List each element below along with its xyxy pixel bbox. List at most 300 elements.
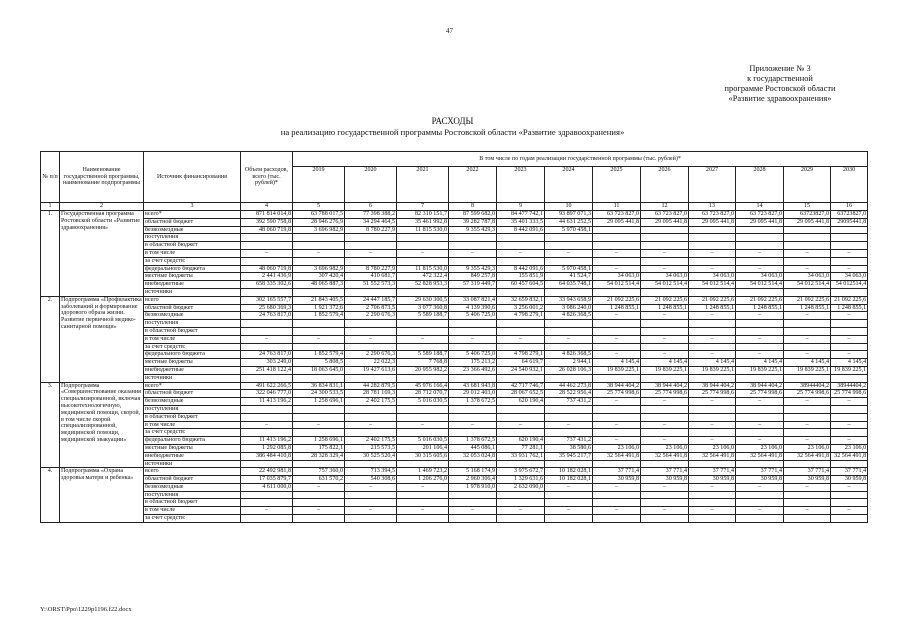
year-value: 34 063,0 [641,273,689,281]
year-value: – [689,421,736,429]
year-value: 4 145,4 [593,359,641,367]
year-value: 32 564 491,8 [641,452,689,460]
year-value: 3 975 672,7 [497,468,545,476]
table-row [41,296,868,304]
year-value: 1 978 910,0 [449,483,497,491]
year-value: 82 310 151,7 [397,211,449,219]
year-value: 30 959,8 [831,476,868,484]
year-value: 19 839 225,1 [593,366,641,374]
section-name: Подпрограмма «Охрана здоровья матери и ребенка» [60,468,144,523]
year-value [397,234,449,242]
year-value: 37 771,4 [593,468,641,476]
column-index: 3 [144,203,241,211]
year-value: – [593,265,641,273]
table-row [41,429,868,437]
year-value: 29 095 441,8 [784,218,831,226]
year-value: – [736,437,784,445]
year-value: 32 564 491,8 [593,452,641,460]
section-number: 3. [41,382,60,468]
table-row [41,468,868,476]
year-value [497,234,545,242]
column-index: 7 [397,203,449,211]
year-value: 38944404,2 [784,382,831,390]
year-value [689,288,736,296]
expenses-table [40,151,868,523]
year-value: 410 681,7 [345,273,397,281]
year-value: – [784,265,831,273]
year-value [736,374,784,382]
year-value [641,257,689,265]
year-value: 175 213,2 [449,359,497,367]
year-value: 5 168 174,9 [449,468,497,476]
year-value: 25 774 998,6 [593,390,641,398]
year-value [641,499,689,507]
table-row [41,437,868,445]
table-row [41,211,868,219]
year-value: 34 063,0 [784,273,831,281]
page-number: 47 [446,27,453,35]
year-value: 63 723 827,0 [736,211,784,219]
year-value [593,226,641,234]
year-value: – [736,351,784,359]
year-value: – [641,421,689,429]
column-index-row [41,203,868,211]
year-value [545,234,593,242]
year-value: – [784,398,831,406]
column-index: 2 [60,203,144,211]
table-row [41,304,868,312]
year-value [397,491,449,499]
header-year: 2025 [593,167,641,203]
year-value [831,320,868,328]
year-value: – [689,249,736,257]
year-value: 44 462 273,8 [545,382,593,390]
table-row [41,320,868,328]
year-value: – [593,351,641,359]
year-value: 23 106,0 [689,444,736,452]
funding-source: федерального бюджета [144,437,241,445]
year-value [293,320,345,328]
year-value [689,515,736,523]
year-value [736,499,784,507]
section-number: 4. [41,468,60,523]
year-value: 9 355 429,3 [449,226,497,234]
year-value: 5 406 725,0 [449,351,497,359]
year-value: – [831,421,868,429]
year-value: – [293,335,345,343]
document-subtitle: на реализацию государственной программы Ростовской области «Развитие здравоохранения» [280,127,625,137]
total-value: 4 611 000,0 [241,483,293,491]
year-value: 36 834 831,1 [293,382,345,390]
table-row [41,491,868,499]
year-value: 30 959,8 [641,476,689,484]
year-value: 24 300 533,5 [293,390,345,398]
year-value: 18 063 645,0 [293,366,345,374]
year-value [593,405,641,413]
year-value: 63 723 827,0 [593,211,641,219]
header-year: 2021 [397,167,449,203]
year-value [689,460,736,468]
year-value [784,405,831,413]
year-value: 21 092 225,6 [784,296,831,304]
column-index: 6 [345,203,397,211]
year-value [736,405,784,413]
year-value: 8 442 091,6 [497,265,545,273]
year-value: – [593,312,641,320]
total-value: – [241,507,293,515]
year-value [784,226,831,234]
table-row [41,413,868,421]
year-value [593,491,641,499]
year-value: – [497,249,545,257]
funding-source: за счет средств: [144,515,241,523]
year-value [831,242,868,250]
year-value: 25 774 998,6 [831,390,868,398]
year-value [689,429,736,437]
column-index: 12 [641,203,689,211]
year-value [784,288,831,296]
year-value [293,429,345,437]
funding-source: источники [144,374,241,382]
year-value [449,460,497,468]
funding-source: в том числе [144,249,241,257]
year-value: 1 258 696,1 [293,398,345,406]
year-value [784,234,831,242]
year-value [641,320,689,328]
funding-source: за счет средств: [144,257,241,265]
year-value [345,374,397,382]
year-value [545,405,593,413]
header-year: 2029 [784,167,831,203]
year-value [293,460,345,468]
year-value [641,405,689,413]
year-value: 63723827,0 [784,211,831,219]
year-value [449,515,497,523]
year-value: 8 442 091,6 [497,226,545,234]
year-value [345,429,397,437]
funding-source: за счет средств: [144,429,241,437]
year-value [345,405,397,413]
table-row [41,273,868,281]
year-value: 4 145,4 [689,359,736,367]
year-value: 2 290 676,3 [345,312,397,320]
year-value: – [641,249,689,257]
year-value [293,413,345,421]
table-row [41,374,868,382]
year-value: – [736,249,784,257]
table-row [41,335,868,343]
funding-source: за счет средств: [144,343,241,351]
year-value: 23 106,0 [831,444,868,452]
section-name: Государственная программа Ростовской области «Развитие здравоохранения» [60,211,144,297]
year-value: 1 378 672,5 [449,437,497,445]
year-value: 11 815 530,0 [397,265,449,273]
year-value [397,327,449,335]
year-value: 25 774 998,6 [736,390,784,398]
year-value: 175 822,1 [293,444,345,452]
header-year: 2024 [545,167,593,203]
year-value [736,413,784,421]
year-value [784,515,831,523]
year-value: 32 659 832,1 [497,296,545,304]
year-value: 23 106,0 [784,444,831,452]
year-value [397,242,449,250]
table-row [41,366,868,374]
funding-source: поступления [144,320,241,328]
year-value: – [497,507,545,515]
table-row [41,249,868,257]
funding-source: безвозмездные [144,398,241,406]
header-years-group: В том числе по годам реализации государственной программы (тыс. рублей)* [293,152,868,167]
year-value: 54 012 514,4 [593,281,641,289]
total-value: 2 441 436,9 [241,273,293,281]
section-name: Подпрограмма «Совершенствование оказания специализированной, включая высокотехнологичную, медицинской помощи, скорой, в том числе скорой специализированной, медицинской помощи, медицинской эвакуации» [60,382,144,468]
year-value [593,343,641,351]
year-value: 38 944 404,2 [593,382,641,390]
year-value: 37 771,4 [784,468,831,476]
year-value: 37 771,4 [689,468,736,476]
year-value [345,320,397,328]
table-row [41,515,868,523]
funding-source: областной бюджет [144,476,241,484]
year-value: – [831,335,868,343]
year-value: 38 944 404,2 [641,382,689,390]
year-value: – [293,249,345,257]
year-value: 42 717 746,7 [497,382,545,390]
year-value: 11 815 530,0 [397,226,449,234]
year-value: 21 092 225,6 [831,296,868,304]
year-value [545,413,593,421]
year-value: – [397,249,449,257]
appendix-line: Приложение № 3 [749,64,811,73]
total-value [241,257,293,265]
year-value [345,257,397,265]
year-value [449,429,497,437]
year-value: 5 406 725,0 [449,312,497,320]
year-value: 26 028 106,3 [545,366,593,374]
year-value: 1 469 723,2 [397,468,449,476]
year-value: 57 319 449,7 [449,281,497,289]
table-row [41,483,868,491]
year-value [689,226,736,234]
total-value: 24 763 817,0 [241,351,293,359]
year-value [689,327,736,335]
year-value [497,491,545,499]
total-value [241,242,293,250]
total-value: 25 680 369,3 [241,304,293,312]
year-value [293,327,345,335]
year-value: 51 552 573,3 [345,281,397,289]
year-value: 19 839 225,1 [689,366,736,374]
column-index: 9 [497,203,545,211]
year-value: 19 839 225,1 [784,366,831,374]
total-value: 1 292 085,8 [241,444,293,452]
total-value: 251 418 122,4 [241,366,293,374]
year-value [784,327,831,335]
year-value: 37 771,4 [831,468,868,476]
year-value [345,491,397,499]
year-value: 35 461 992,8 [397,218,449,226]
year-value [449,343,497,351]
funding-source: всего* [144,382,241,390]
year-value [497,257,545,265]
year-value: 19 839 225,1 [736,366,784,374]
year-value: 1 248 855,1 [831,304,868,312]
year-value: – [397,335,449,343]
year-value: 64 035 748,1 [545,281,593,289]
year-value: 5 016 030,5 [397,437,449,445]
total-value: – [241,335,293,343]
year-value: 20 955 982,2 [397,366,449,374]
total-value [241,491,293,499]
section-name: Подпрограмма «Профилактика заболеваний и формирование здорового образа жизни. Развитие первичной медико-санитарной помощи» [60,296,144,382]
year-value: 7 768,8 [397,359,449,367]
year-value: – [689,483,736,491]
year-value [545,460,593,468]
year-value [641,374,689,382]
year-value: 77 281,1 [497,444,545,452]
year-value: 737 431,2 [545,437,593,445]
year-value: 34 063,0 [689,273,736,281]
year-value [689,234,736,242]
year-value: – [641,507,689,515]
table-row [41,359,868,367]
year-value: 30 959,8 [593,476,641,484]
year-value: 155 851,9 [497,273,545,281]
year-value [545,257,593,265]
funding-source: в том числе [144,335,241,343]
year-value: – [345,483,397,491]
year-value [831,499,868,507]
funding-source: безвозмездные [144,226,241,234]
year-value [497,343,545,351]
year-value [736,343,784,351]
year-value: 54 012 514,4 [784,281,831,289]
year-value: 5 970 458,1 [545,265,593,273]
year-value [449,320,497,328]
total-value [241,343,293,351]
table-row [41,452,868,460]
year-value [689,499,736,507]
appendix-line: программе Ростовской области [724,84,836,93]
funding-source: всего [144,468,241,476]
appendix-line: «Развитие здравоохранения» [728,94,832,103]
table-row [41,234,868,242]
year-value [497,460,545,468]
year-value [345,327,397,335]
year-value: 30 959,8 [784,476,831,484]
year-value: 23 106,0 [736,444,784,452]
year-value: 37 771,4 [641,468,689,476]
year-value: – [593,335,641,343]
column-index: 16 [831,203,868,211]
year-value: 25 774 998,6 [641,390,689,398]
year-value [784,499,831,507]
year-value: – [641,398,689,406]
funding-source: в областной бюджет [144,242,241,250]
year-value: 1 852 579,4 [293,351,345,359]
year-value: 30 959,8 [689,476,736,484]
year-value: 620 190,4 [497,398,545,406]
year-value: 24 540 932,1 [497,366,545,374]
year-value: 93 897 071,3 [545,211,593,219]
year-value [784,460,831,468]
table-row [41,444,868,452]
total-value [241,374,293,382]
year-value: – [689,507,736,515]
year-value [831,460,868,468]
funding-source: поступления [144,405,241,413]
total-value [241,320,293,328]
table-row [41,327,868,335]
year-value: 713 394,5 [345,468,397,476]
year-value: – [736,398,784,406]
year-value: – [345,249,397,257]
year-value: 23 106,0 [641,444,689,452]
year-value [831,288,868,296]
year-value: 35 401 333,5 [497,218,545,226]
year-value: 33 931 762,1 [497,452,545,460]
year-value: – [449,421,497,429]
year-value [736,327,784,335]
year-value [545,429,593,437]
year-value: 28 328 329,4 [293,452,345,460]
year-value [293,499,345,507]
year-value [736,242,784,250]
year-value: – [641,335,689,343]
year-value: 2 960 306,4 [449,476,497,484]
header-num: № п/п [41,152,60,203]
year-value [689,242,736,250]
total-value [241,327,293,335]
year-value: – [449,507,497,515]
year-value [345,515,397,523]
year-value: 10 182 028,1 [545,468,593,476]
year-value [345,288,397,296]
year-value [497,515,545,523]
year-value: 5 589 188,7 [397,351,449,359]
year-value [784,257,831,265]
year-value: – [545,483,593,491]
year-value: 34 294 464,5 [345,218,397,226]
year-value [593,242,641,250]
year-value [293,405,345,413]
header-year: 2030 [831,167,868,203]
year-value: 4 798 279,1 [497,312,545,320]
year-value: 32 564 491,8 [689,452,736,460]
year-value [293,234,345,242]
year-value: 34 063,0 [736,273,784,281]
total-value: 17 035 879,7 [241,476,293,484]
year-value: – [784,335,831,343]
year-value: 43 681 943,8 [449,382,497,390]
total-value [241,429,293,437]
year-value: 29 095 441,8 [736,218,784,226]
year-value: 37 771,4 [736,468,784,476]
year-value: 2 632 090,0 [497,483,545,491]
year-value [345,460,397,468]
year-value [736,320,784,328]
year-value [345,499,397,507]
year-value: 30 525 520,4 [345,452,397,460]
table-row [41,476,868,484]
total-value: 392 590 758,8 [241,218,293,226]
total-value: 24 763 817,0 [241,312,293,320]
year-value: 3 077 360,8 [397,304,449,312]
year-value: 620 190,4 [497,437,545,445]
year-value: – [593,249,641,257]
year-value: 21 092 225,6 [593,296,641,304]
